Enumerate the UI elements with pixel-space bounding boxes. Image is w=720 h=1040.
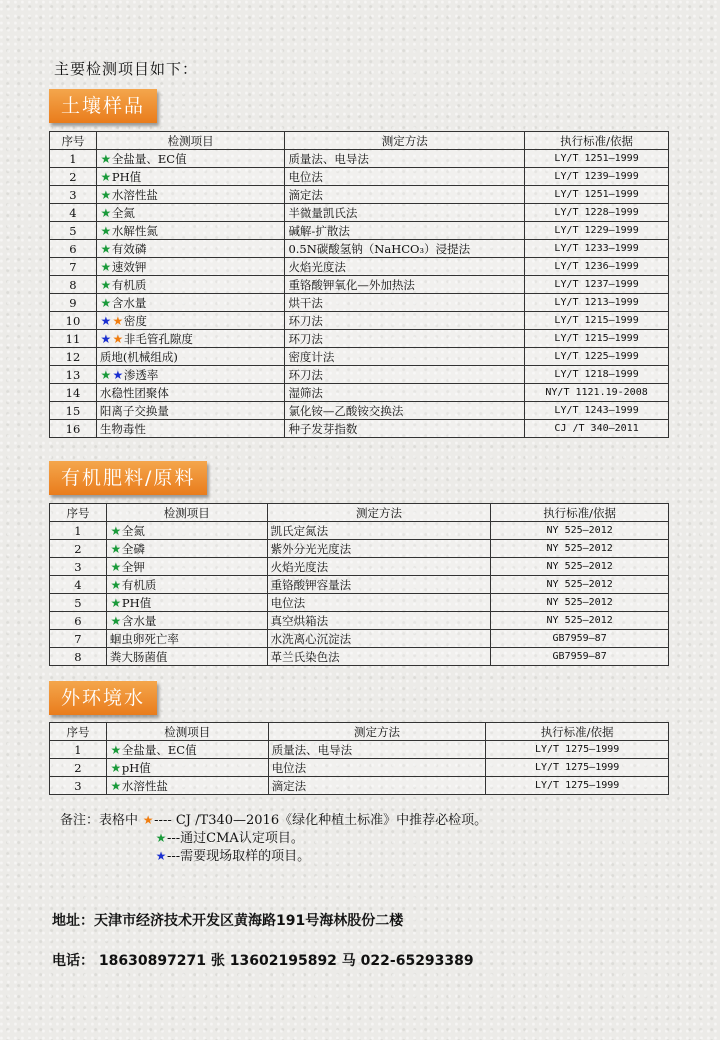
cell-method: 湿筛法 [285, 384, 525, 402]
table-header-row [50, 504, 669, 522]
item-label: 全盐量、EC值 [121, 742, 197, 757]
cell-item [106, 777, 268, 795]
table-header-row [50, 723, 669, 741]
cell-standard: LY/T 1218—1999 [525, 366, 669, 384]
cell-item [96, 276, 285, 294]
cell-method: 火焰光度法 [285, 258, 525, 276]
green-star-icon: ★ [110, 559, 122, 574]
cell-standard: LY/T 1229—1999 [525, 222, 669, 240]
cell-method: 电位法 [285, 168, 525, 186]
header-method: 测定方法 [267, 504, 491, 522]
cell-item [96, 258, 285, 276]
table-row [50, 777, 669, 795]
item-label: 水解性氮 [111, 223, 158, 238]
table-row [50, 204, 669, 222]
table-row [50, 759, 669, 777]
item-label: 全钾 [121, 559, 145, 574]
orange-star-icon: ★ [112, 313, 124, 328]
cell-item [96, 168, 285, 186]
soil-table [49, 131, 669, 438]
table-row [50, 312, 669, 330]
header-method: 测定方法 [285, 132, 525, 150]
cell-item [106, 540, 267, 558]
header-item: 检测项目 [106, 504, 267, 522]
table-row [50, 240, 669, 258]
cell-method: 凯氏定氮法 [267, 522, 491, 540]
note-text: ---- CJ /T340—2016《绿化种植土标准》中推荐必检项。 [154, 813, 488, 828]
item-label: 质地(机械组成) [99, 349, 178, 364]
cell-standard: GB7959—87 [491, 630, 669, 648]
green-star-icon: ★ [100, 151, 112, 166]
item-label: 全氮 [111, 205, 135, 220]
cell-standard: LY/T 1275—1999 [486, 759, 669, 777]
cell-method: 半微量凯氏法 [285, 204, 525, 222]
cell-method: 火焰光度法 [267, 558, 491, 576]
cell-standard: LY/T 1239—1999 [525, 168, 669, 186]
cell-item [96, 240, 285, 258]
section-title-soil: 土壤样品 [49, 89, 157, 123]
cell-item [96, 150, 285, 168]
green-star-icon: ★ [100, 187, 112, 202]
cell-method: 烘干法 [285, 294, 525, 312]
cell-item [106, 612, 267, 630]
cell-item [96, 366, 285, 384]
cell-no: 2 [50, 540, 107, 558]
item-label: 有效磷 [111, 241, 147, 256]
table-row [50, 648, 669, 666]
cell-item [96, 312, 285, 330]
header-item: 检测项目 [106, 723, 268, 741]
cell-no: 2 [50, 168, 97, 186]
blue-star-icon: ★ [100, 331, 112, 346]
blue-star-icon: ★ [155, 849, 167, 863]
cell-no: 10 [50, 312, 97, 330]
cell-no: 1 [50, 741, 107, 759]
cell-method: 环刀法 [285, 330, 525, 348]
blue-star-icon: ★ [112, 367, 124, 382]
green-star-icon: ★ [110, 595, 122, 610]
cell-item [106, 576, 267, 594]
cell-method: 真空烘箱法 [267, 612, 491, 630]
green-star-icon: ★ [110, 523, 122, 538]
cell-no: 3 [50, 777, 107, 795]
cell-method: 滴定法 [285, 186, 525, 204]
cell-item [106, 630, 267, 648]
cell-method: 紫外分光光度法 [267, 540, 491, 558]
cell-standard: GB7959—87 [491, 648, 669, 666]
cell-item [106, 741, 268, 759]
cell-standard: NY 525—2012 [491, 576, 669, 594]
notes-prefix: 备注：表格中 [60, 813, 139, 828]
item-label: PH值 [111, 169, 142, 184]
cell-method: 碱解-扩散法 [285, 222, 525, 240]
cell-method: 滴定法 [268, 777, 486, 795]
cell-no: 4 [50, 576, 107, 594]
table-row [50, 348, 669, 366]
cell-standard: LY/T 1251—1999 [525, 186, 669, 204]
cell-item [96, 186, 285, 204]
header-standard: 执行标准/依据 [491, 504, 669, 522]
header-no: 序号 [50, 723, 107, 741]
cell-method: 质量法、电导法 [285, 150, 525, 168]
item-label: 全磷 [121, 541, 145, 556]
cell-standard: LY/T 1237—1999 [525, 276, 669, 294]
phone-line: 电话： 18630897271 张 13602195892 马 022-65293389 [52, 953, 474, 969]
item-label: 非毛管孔隙度 [123, 331, 193, 346]
header-no: 序号 [50, 132, 97, 150]
cell-item [96, 330, 285, 348]
table-row [50, 330, 669, 348]
table-row [50, 420, 669, 438]
blue-star-icon: ★ [100, 313, 112, 328]
item-label: 阳离子交换量 [99, 403, 169, 418]
note-text: ---通过CMA认定项目。 [167, 831, 304, 846]
green-star-icon: ★ [100, 223, 112, 238]
item-label: 渗透率 [123, 367, 159, 382]
item-label: 含水量 [121, 613, 157, 628]
item-label: PH值 [121, 595, 152, 610]
cell-no: 9 [50, 294, 97, 312]
cell-item [96, 384, 285, 402]
green-star-icon: ★ [110, 541, 122, 556]
cell-item [106, 522, 267, 540]
cell-standard: LY/T 1275—1999 [486, 741, 669, 759]
green-star-icon: ★ [110, 778, 122, 793]
cell-method: 氯化铵—乙酸铵交换法 [285, 402, 525, 420]
table-row [50, 276, 669, 294]
table-row [50, 258, 669, 276]
green-star-icon: ★ [100, 259, 112, 274]
table-row [50, 150, 669, 168]
green-star-icon: ★ [110, 760, 122, 775]
cell-standard: CJ /T 340—2011 [525, 420, 669, 438]
cell-no: 16 [50, 420, 97, 438]
cell-item [96, 420, 285, 438]
header-standard: 执行标准/依据 [525, 132, 669, 150]
notes [60, 812, 487, 866]
item-label: 粪大肠菌值 [109, 649, 168, 664]
cell-no: 1 [50, 150, 97, 168]
orange-star-icon: ★ [112, 331, 124, 346]
cell-method: 重铬酸钾氧化—外加热法 [285, 276, 525, 294]
cell-item [96, 294, 285, 312]
table-row [50, 186, 669, 204]
table-row [50, 168, 669, 186]
cell-standard: LY/T 1243—1999 [525, 402, 669, 420]
cell-method: 电位法 [267, 594, 491, 612]
item-label: 水溶性盐 [121, 778, 168, 793]
header-item: 检测项目 [96, 132, 285, 150]
cell-no: 6 [50, 240, 97, 258]
cell-no: 4 [50, 204, 97, 222]
note-text: ---需要现场取样的项目。 [167, 849, 311, 864]
cell-no: 3 [50, 186, 97, 204]
cell-standard: LY/T 1251—1999 [525, 150, 669, 168]
green-star-icon: ★ [110, 613, 122, 628]
cell-standard: LY/T 1233—1999 [525, 240, 669, 258]
header-no: 序号 [50, 504, 107, 522]
cell-method: 水洗离心沉淀法 [267, 630, 491, 648]
item-label: 含水量 [111, 295, 147, 310]
cell-item [106, 648, 267, 666]
cell-item [106, 558, 267, 576]
table-row [50, 384, 669, 402]
table-row [50, 402, 669, 420]
table-row [50, 294, 669, 312]
cell-method: 重铬酸钾容量法 [267, 576, 491, 594]
green-star-icon: ★ [110, 742, 122, 757]
item-label: 蛔虫卵死亡率 [109, 631, 179, 646]
cell-item [96, 402, 285, 420]
table-row [50, 594, 669, 612]
header-standard: 执行标准/依据 [486, 723, 669, 741]
green-star-icon: ★ [100, 241, 112, 256]
item-label: 水溶性盐 [111, 187, 158, 202]
cell-standard: NY 525—2012 [491, 522, 669, 540]
cell-no: 12 [50, 348, 97, 366]
table-header-row [50, 132, 669, 150]
cell-item [106, 759, 268, 777]
item-label: 有机质 [121, 577, 157, 592]
cell-standard: LY/T 1213—1999 [525, 294, 669, 312]
green-star-icon: ★ [100, 277, 112, 292]
cell-method: 电位法 [268, 759, 486, 777]
item-label: 全氮 [121, 523, 145, 538]
green-star-icon: ★ [100, 205, 112, 220]
cell-standard: LY/T 1215—1999 [525, 330, 669, 348]
green-star-icon: ★ [100, 169, 112, 184]
fertilizer-table [49, 503, 669, 666]
orange-star-icon: ★ [142, 813, 154, 827]
cell-item [96, 222, 285, 240]
cell-no: 5 [50, 222, 97, 240]
cell-method: 0.5N碳酸氢钠（NaHCO₃）浸提法 [285, 240, 525, 258]
section-title-fertilizer: 有机肥料/原料 [49, 461, 207, 495]
intro-text: 主要检测项目如下： [54, 60, 199, 78]
item-label: pH值 [121, 760, 151, 775]
cell-no: 15 [50, 402, 97, 420]
cell-item [106, 594, 267, 612]
cell-method: 质量法、电导法 [268, 741, 486, 759]
table-row [50, 630, 669, 648]
item-label: 水稳性团聚体 [99, 385, 169, 400]
cell-standard: NY 525—2012 [491, 540, 669, 558]
item-label: 有机质 [111, 277, 147, 292]
cell-method: 环刀法 [285, 312, 525, 330]
cell-method: 种子发芽指数 [285, 420, 525, 438]
cell-no: 8 [50, 276, 97, 294]
cell-no: 7 [50, 630, 107, 648]
table-row [50, 222, 669, 240]
cell-method: 密度计法 [285, 348, 525, 366]
cell-standard: NY 525—2012 [491, 594, 669, 612]
item-label: 速效钾 [111, 259, 147, 274]
cell-no: 6 [50, 612, 107, 630]
table-row [50, 741, 669, 759]
cell-standard: NY 525—2012 [491, 612, 669, 630]
cell-standard: LY/T 1228—1999 [525, 204, 669, 222]
cell-standard: LY/T 1225—1999 [525, 348, 669, 366]
green-star-icon: ★ [110, 577, 122, 592]
item-label: 生物毒性 [99, 421, 146, 436]
cell-standard: LY/T 1275—1999 [486, 777, 669, 795]
cell-no: 8 [50, 648, 107, 666]
cell-no: 7 [50, 258, 97, 276]
header-method: 测定方法 [268, 723, 486, 741]
cell-no: 14 [50, 384, 97, 402]
table-row [50, 558, 669, 576]
note-row [60, 812, 487, 830]
cell-standard: LY/T 1215—1999 [525, 312, 669, 330]
cell-method: 环刀法 [285, 366, 525, 384]
cell-standard: NY 525—2012 [491, 558, 669, 576]
cell-item [96, 348, 285, 366]
section-title-water: 外环境水 [49, 681, 157, 715]
cell-method: 革兰氏染色法 [267, 648, 491, 666]
note-row [60, 848, 487, 866]
cell-no: 11 [50, 330, 97, 348]
table-row [50, 576, 669, 594]
item-label: 密度 [123, 313, 147, 328]
green-star-icon: ★ [155, 831, 167, 845]
green-star-icon: ★ [100, 295, 112, 310]
cell-no: 5 [50, 594, 107, 612]
note-row [60, 830, 487, 848]
cell-standard: LY/T 1236—1999 [525, 258, 669, 276]
cell-item [96, 204, 285, 222]
address-line: 地址：天津市经济技术开发区黄海路191号海林股份二楼 [52, 913, 404, 929]
cell-no: 13 [50, 366, 97, 384]
water-table [49, 722, 669, 795]
table-row [50, 612, 669, 630]
item-label: 全盐量、EC值 [111, 151, 187, 166]
table-row [50, 522, 669, 540]
table-row [50, 366, 669, 384]
cell-no: 2 [50, 759, 107, 777]
green-star-icon: ★ [100, 367, 112, 382]
cell-standard: NY/T 1121.19-2008 [525, 384, 669, 402]
cell-no: 3 [50, 558, 107, 576]
cell-no: 1 [50, 522, 107, 540]
table-row [50, 540, 669, 558]
